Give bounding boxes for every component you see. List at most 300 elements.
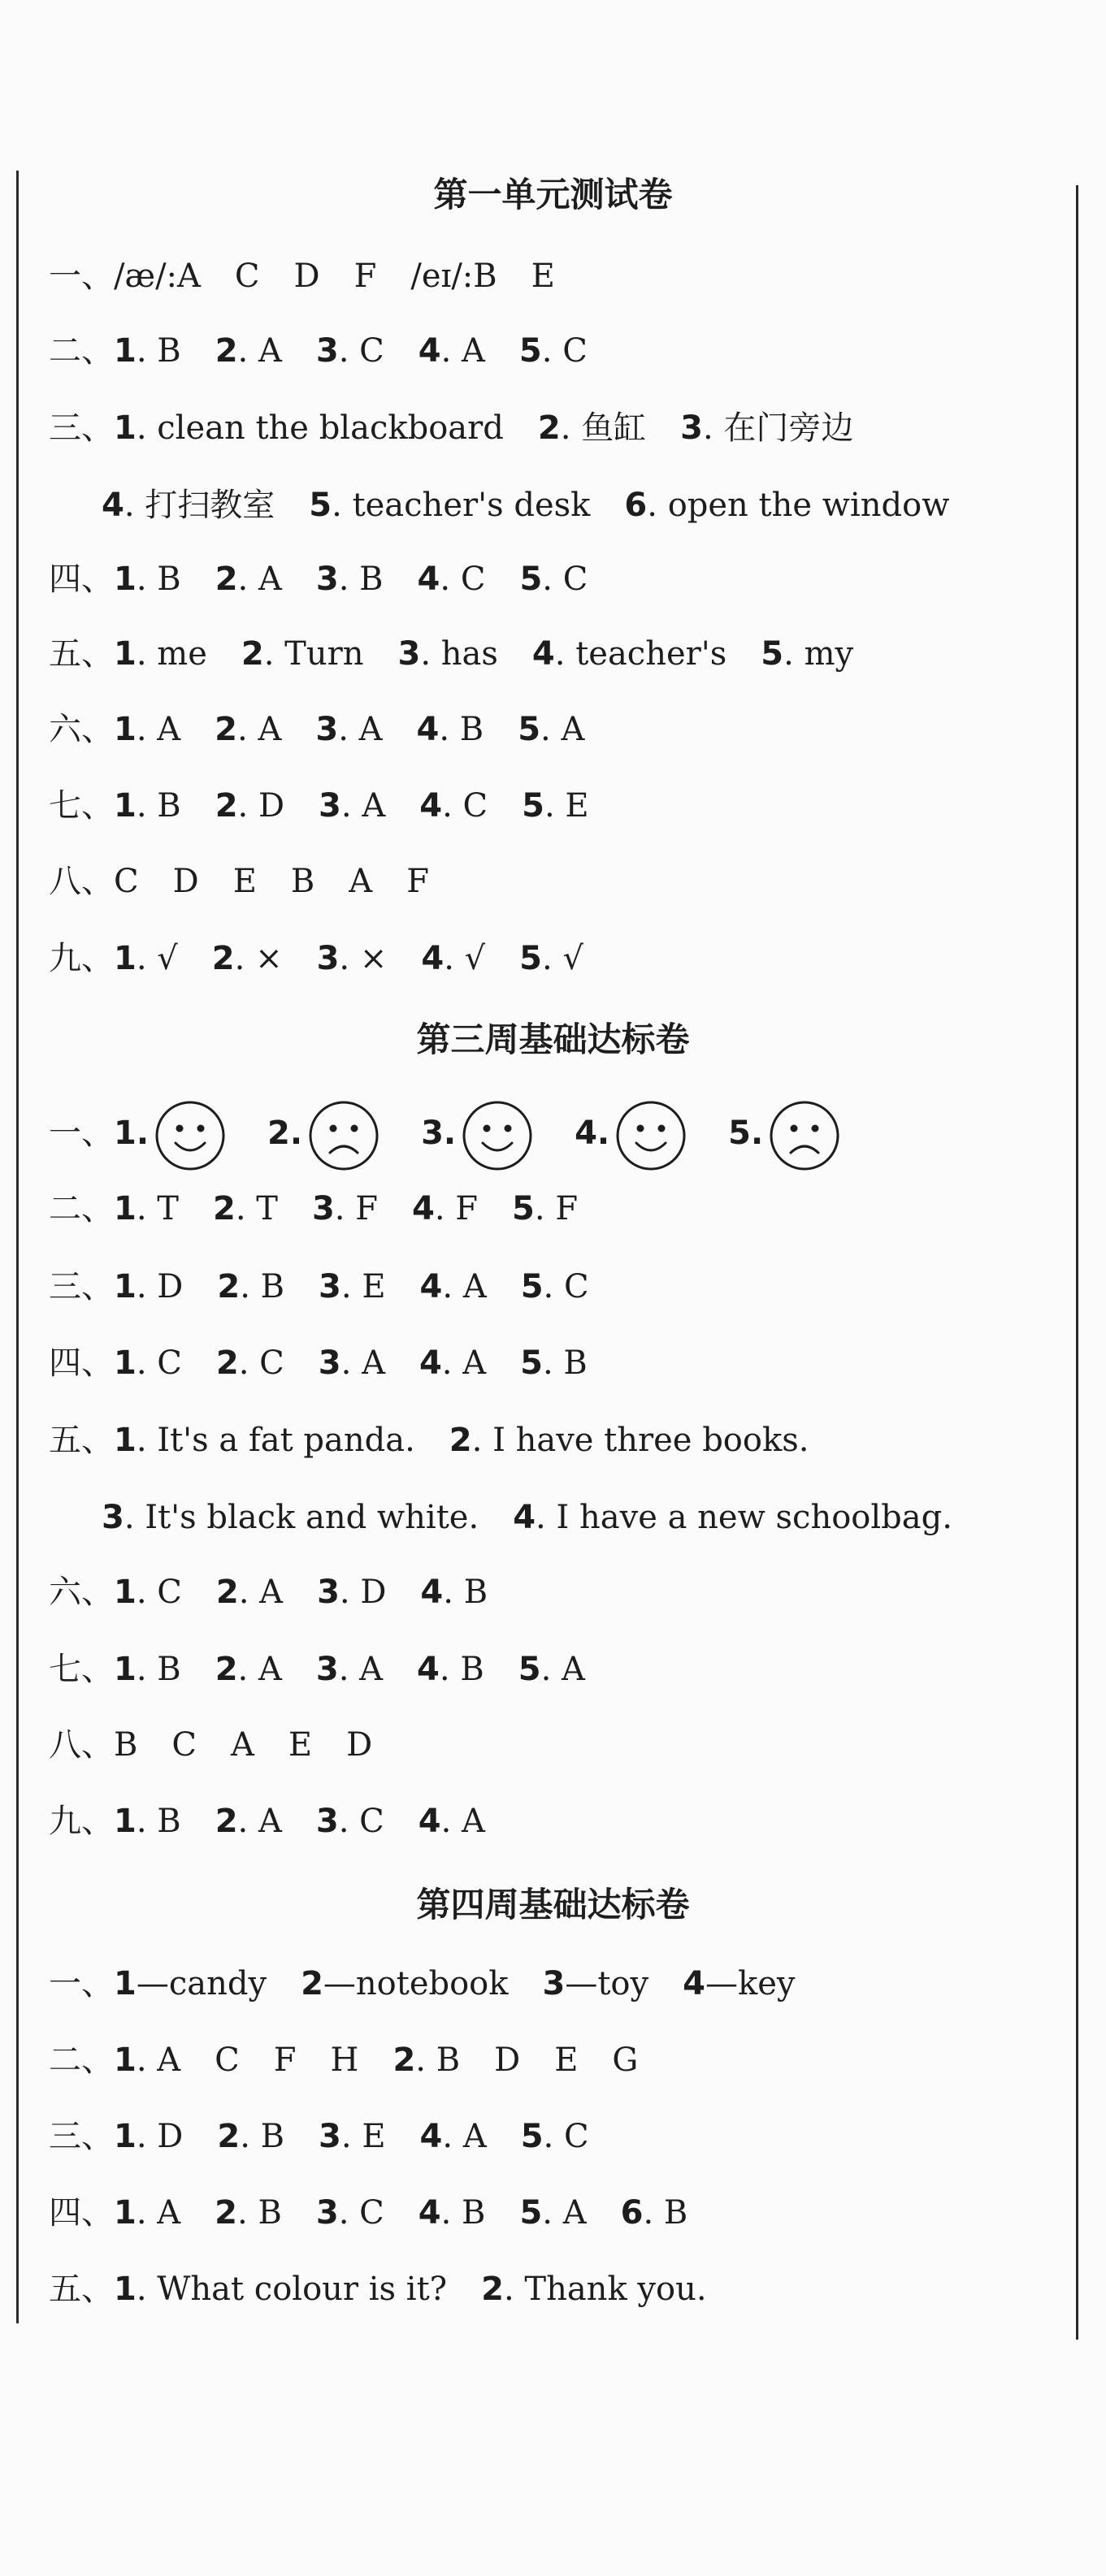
item-number: 5 bbox=[761, 635, 784, 673]
question-label: 四、 bbox=[49, 1344, 114, 1382]
answer-text: —candy bbox=[136, 1965, 267, 2002]
answer-text: E bbox=[288, 1726, 313, 1764]
answer-line bbox=[49, 1339, 588, 1388]
item-number: 4 bbox=[411, 1190, 435, 1227]
answer-text: C bbox=[460, 561, 486, 598]
item-number: 5 bbox=[519, 2194, 543, 2232]
smiley-face-icon bbox=[614, 1099, 687, 1172]
answer-item: 5. C bbox=[520, 1268, 589, 1305]
item-number: 4 bbox=[531, 635, 555, 673]
answer-item: 4. A bbox=[419, 1268, 487, 1305]
item-number: 1 bbox=[114, 409, 137, 447]
item-number: 2 bbox=[393, 2041, 416, 2079]
question-label: 二、 bbox=[49, 1190, 114, 1227]
answer-item bbox=[235, 252, 260, 301]
answer-text: C bbox=[359, 332, 384, 370]
answer-item: 1. What colour is it? bbox=[114, 2271, 448, 2308]
answer-text: √ bbox=[464, 940, 486, 977]
answer-text: E bbox=[554, 2041, 579, 2079]
answer-item: 5. √ bbox=[519, 940, 583, 977]
answer-item: 4. B bbox=[417, 1651, 484, 1688]
answer-item: 3. F bbox=[311, 1190, 378, 1227]
item-number: 4 bbox=[418, 1803, 441, 1840]
item-number: 5 bbox=[520, 1268, 544, 1305]
answer-line bbox=[49, 2112, 589, 2161]
answer-text: A bbox=[462, 332, 485, 370]
answer-text: B bbox=[157, 561, 181, 598]
answer-text: C bbox=[359, 1803, 384, 1840]
item-number: 5 bbox=[519, 561, 543, 598]
answer-item: 1. A bbox=[114, 2194, 181, 2232]
answer-text: C bbox=[157, 1344, 182, 1382]
answer-item bbox=[554, 2036, 578, 2085]
item-number: 1 bbox=[114, 2118, 137, 2155]
answer-text: C bbox=[171, 1726, 197, 1764]
question-label: 八、 bbox=[49, 863, 114, 900]
answer-text: D bbox=[157, 2118, 184, 2155]
answer-item: 1. T bbox=[114, 1190, 179, 1227]
answer-text: B bbox=[157, 1651, 181, 1688]
answer-line bbox=[49, 2036, 638, 2085]
item-number: 5 bbox=[512, 1190, 535, 1227]
answer-item bbox=[173, 857, 199, 906]
answer-item bbox=[301, 1959, 508, 2008]
question-label: 二、 bbox=[49, 332, 114, 370]
item-number: 1. bbox=[114, 1115, 150, 1152]
answer-text: A bbox=[157, 2041, 181, 2079]
answer-item: 3. E bbox=[319, 1268, 386, 1305]
answer-item bbox=[114, 252, 201, 301]
item-number: 3 bbox=[315, 711, 339, 748]
item-number: 4 bbox=[419, 1344, 442, 1382]
answer-line bbox=[49, 1797, 485, 1846]
answer-item: 5. my bbox=[761, 635, 854, 673]
answer-item: 3. 在门旁边 bbox=[680, 409, 854, 447]
sad-face-icon bbox=[768, 1099, 841, 1172]
item-number: 5 bbox=[522, 787, 544, 825]
section-title: 第四周基础达标卷 bbox=[416, 1885, 690, 1924]
answer-item bbox=[274, 2036, 297, 2085]
answer-text: C bbox=[234, 258, 260, 295]
item-number: 1 bbox=[114, 1651, 137, 1688]
answer-text: D bbox=[157, 1268, 184, 1305]
answer-item bbox=[612, 2036, 638, 2085]
item-number: 4 bbox=[417, 1651, 440, 1688]
answer-text: A bbox=[359, 1651, 384, 1688]
answer-item: 3. C bbox=[315, 332, 384, 370]
answer-item: 4. C bbox=[417, 561, 486, 598]
answer-item: 5. A bbox=[519, 2194, 587, 2232]
answer-item bbox=[291, 857, 314, 906]
answer-item: 5. teacher's desk bbox=[309, 487, 591, 524]
answer-item: 3. E bbox=[319, 2118, 386, 2155]
item-number: 1 bbox=[114, 1190, 137, 1227]
answer-text: E bbox=[531, 258, 555, 295]
answer-item bbox=[346, 1721, 372, 1769]
question-label: 一、 bbox=[49, 1115, 114, 1152]
question-label: 九、 bbox=[49, 1803, 114, 1840]
answer-text: Turn bbox=[284, 635, 364, 673]
item-number: 2 bbox=[481, 2271, 504, 2308]
item-number: 1 bbox=[114, 1965, 137, 2002]
answer-text: B bbox=[459, 711, 484, 748]
answer-text: D bbox=[494, 2041, 521, 2079]
answer-item: 4. I have a new schoolbag. bbox=[513, 1499, 952, 1536]
item-number: 5 bbox=[518, 711, 541, 748]
answer-item: 3. It's black and white. bbox=[102, 1499, 479, 1536]
answer-item: 4. B bbox=[416, 711, 484, 748]
answer-text: B bbox=[290, 863, 315, 900]
answer-text: /æ/:A bbox=[114, 258, 201, 295]
smiley-face-icon bbox=[461, 1099, 534, 1172]
answer-text: × bbox=[255, 940, 283, 977]
item-number: 5 bbox=[309, 487, 332, 524]
item-number: 3 bbox=[680, 409, 703, 447]
item-number: 1 bbox=[114, 711, 137, 748]
answer-text: /eɪ/:B bbox=[410, 258, 497, 295]
answer-text: B bbox=[663, 2194, 688, 2232]
answer-item: 4. A bbox=[418, 332, 485, 370]
answer-line bbox=[49, 1721, 372, 1769]
question-label: 四、 bbox=[49, 561, 114, 598]
answer-text: D bbox=[172, 863, 199, 900]
answer-line bbox=[49, 857, 429, 906]
item-number: 3 bbox=[317, 1574, 340, 1611]
answer-text: E bbox=[565, 787, 589, 825]
answer-text: A bbox=[562, 1651, 585, 1688]
item-number: 4 bbox=[416, 711, 440, 748]
item-number: 2 bbox=[215, 711, 238, 748]
answer-text: C bbox=[215, 2041, 240, 2079]
answer-text: B bbox=[436, 2041, 461, 2079]
question-label: 三、 bbox=[49, 2118, 114, 2155]
answer-text: A bbox=[231, 1726, 254, 1764]
item-number: 2 bbox=[449, 1422, 472, 1459]
item-number: 3 bbox=[315, 332, 339, 370]
answer-item: 5. A bbox=[518, 711, 585, 748]
answer-text: Thank you. bbox=[524, 2271, 707, 2308]
answer-text: A bbox=[258, 1651, 282, 1688]
answer-item: 6. B bbox=[620, 2194, 688, 2232]
question-label: 七、 bbox=[49, 1651, 114, 1688]
answer-item: 1. √ bbox=[114, 940, 178, 977]
answer-item: 2. A bbox=[215, 1803, 282, 1840]
answer-text: D bbox=[258, 787, 285, 825]
answer-text: A bbox=[258, 332, 282, 370]
answer-text: C bbox=[114, 863, 139, 900]
item-number: 2 bbox=[537, 409, 561, 447]
item-number: 2 bbox=[211, 940, 235, 977]
answer-item: 4. A bbox=[418, 1803, 485, 1840]
answer-text: clean the blackboard bbox=[157, 409, 504, 447]
item-number: 3 bbox=[315, 1651, 339, 1688]
item-number: 2 bbox=[212, 1190, 236, 1227]
answer-item: 2. B bbox=[393, 2041, 461, 2079]
section-title: 第一单元测试卷 bbox=[433, 175, 673, 214]
answer-item bbox=[114, 1959, 267, 2008]
answer-text: B bbox=[462, 2194, 486, 2232]
answer-text: 在门旁边 bbox=[723, 409, 854, 447]
answer-item: 1. me bbox=[114, 635, 207, 673]
answer-text: × bbox=[359, 940, 388, 977]
section-title: 第三周基础达标卷 bbox=[416, 1020, 690, 1059]
item-number: 4 bbox=[419, 787, 443, 825]
item-number: 1 bbox=[114, 787, 137, 825]
answer-item: 5. C bbox=[519, 561, 588, 598]
item-number: 1 bbox=[114, 1344, 137, 1382]
answer-item: 3. × bbox=[316, 940, 388, 977]
answer-item bbox=[215, 2036, 240, 2085]
answer-item bbox=[354, 252, 377, 301]
answer-item: 1. A bbox=[114, 2041, 181, 2079]
answer-item: 5. C bbox=[520, 2118, 589, 2155]
answer-text: C bbox=[157, 1574, 182, 1611]
item-number: 2 bbox=[215, 1803, 238, 1840]
answer-item: 3. B bbox=[315, 561, 384, 598]
item-number: 3 bbox=[542, 1965, 566, 2002]
answer-text: E bbox=[232, 863, 257, 900]
answer-item: 3. C bbox=[315, 1803, 384, 1840]
item-number: 5 bbox=[518, 332, 542, 370]
answer-item: 4. teacher's bbox=[531, 635, 727, 673]
answer-item: 1. B bbox=[114, 1651, 181, 1688]
item-number: 3 bbox=[311, 1190, 335, 1227]
answer-line bbox=[49, 1416, 809, 1465]
item-number: 2 bbox=[241, 635, 264, 673]
answer-text: D bbox=[293, 258, 320, 295]
right-margin-rule bbox=[1076, 185, 1078, 2340]
answer-item: 1. B bbox=[114, 332, 181, 370]
answer-text: A bbox=[462, 1344, 487, 1382]
item-number: 1 bbox=[114, 1574, 137, 1611]
answer-item bbox=[531, 252, 555, 301]
answer-text: 打扫教室 bbox=[145, 487, 275, 524]
answer-text: A bbox=[462, 1268, 487, 1305]
answer-item bbox=[114, 857, 139, 906]
answer-item: 4. A bbox=[419, 2118, 487, 2155]
answer-item: 4. A bbox=[419, 1344, 487, 1382]
item-number: 2. bbox=[267, 1115, 303, 1152]
question-label: 三、 bbox=[49, 1268, 114, 1305]
question-label: 一、 bbox=[49, 258, 114, 295]
answer-line bbox=[49, 1262, 589, 1311]
answer-text: F bbox=[355, 1190, 378, 1227]
answer-text: —notebook bbox=[323, 1965, 509, 2002]
answer-text: B bbox=[157, 1803, 181, 1840]
item-number: 4 bbox=[417, 561, 440, 598]
item-number: 3 bbox=[319, 1268, 341, 1305]
item-number: 3 bbox=[319, 787, 341, 825]
answer-text: E bbox=[362, 2118, 386, 2155]
answer-text: C bbox=[359, 2194, 384, 2232]
item-number: 1 bbox=[114, 940, 137, 977]
question-label: 五、 bbox=[49, 2271, 114, 2308]
answer-text: C bbox=[563, 1268, 589, 1305]
item-number: 2 bbox=[215, 1574, 239, 1611]
answer-item: 2. B bbox=[215, 2194, 282, 2232]
answer-item: 3. A bbox=[318, 1344, 385, 1382]
item-number: 2 bbox=[215, 332, 238, 370]
answer-text: F bbox=[555, 1190, 579, 1227]
item-number: 4 bbox=[683, 1965, 705, 2002]
answer-text: A bbox=[157, 2194, 181, 2232]
answer-text: I have three books. bbox=[492, 1422, 809, 1459]
answer-item: 3. C bbox=[315, 2194, 384, 2232]
item-number: 5 bbox=[519, 940, 542, 977]
answer-item bbox=[288, 1721, 312, 1769]
answer-line bbox=[49, 2265, 707, 2314]
answer-item: 6. open the window bbox=[624, 487, 950, 524]
item-number: 3 bbox=[318, 1344, 341, 1382]
item-number: 2 bbox=[217, 2118, 241, 2155]
answer-item bbox=[683, 1959, 795, 2008]
answer-text: has bbox=[440, 635, 498, 673]
answer-text: teacher's desk bbox=[352, 487, 591, 524]
answer-text: B bbox=[260, 2118, 285, 2155]
answer-text: T bbox=[157, 1190, 179, 1227]
answer-item: 2. D bbox=[215, 787, 285, 825]
item-number: 3 bbox=[315, 2194, 339, 2232]
answer-text: √ bbox=[562, 940, 583, 977]
item-number: 2 bbox=[215, 1344, 239, 1382]
answer-item: 2. Thank you. bbox=[481, 2271, 707, 2308]
answer-text: E bbox=[362, 1268, 386, 1305]
question-label: 五、 bbox=[49, 635, 114, 673]
item-number: 1 bbox=[114, 2041, 137, 2079]
answer-text: B bbox=[463, 1574, 488, 1611]
item-number: 4 bbox=[513, 1499, 536, 1536]
answer-item: 1. A bbox=[114, 711, 181, 748]
item-number: 1 bbox=[114, 332, 137, 370]
answer-text: A bbox=[157, 711, 181, 748]
answer-item: 4. C bbox=[419, 787, 488, 825]
answer-item: 3. A bbox=[319, 787, 386, 825]
answer-text: C bbox=[462, 787, 488, 825]
answer-item bbox=[349, 857, 372, 906]
answer-item: 1. C bbox=[114, 1574, 182, 1611]
answer-text: A bbox=[258, 561, 282, 598]
answer-line bbox=[49, 1184, 578, 1233]
answer-text: C bbox=[562, 332, 588, 370]
answer-item: 2. A bbox=[215, 561, 282, 598]
item-number: 2 bbox=[215, 2194, 238, 2232]
answer-text: A bbox=[562, 2194, 587, 2232]
answer-text: A bbox=[462, 2118, 487, 2155]
answer-text: A bbox=[561, 711, 585, 748]
item-number: 3 bbox=[397, 635, 421, 673]
answer-text: A bbox=[349, 863, 373, 900]
answer-item bbox=[114, 1721, 137, 1769]
item-number: 1 bbox=[114, 561, 137, 598]
answer-text: A bbox=[259, 1574, 284, 1611]
item-number: 2 bbox=[301, 1965, 323, 2002]
answer-item: 5. B bbox=[520, 1344, 588, 1382]
item-number: 6 bbox=[624, 487, 648, 524]
answer-text: I have a new schoolbag. bbox=[556, 1499, 952, 1536]
answer-line bbox=[49, 630, 853, 678]
answer-item: 1. D bbox=[114, 2118, 184, 2155]
answer-text: F bbox=[353, 258, 377, 295]
answer-item: 2. B bbox=[217, 2118, 285, 2155]
answer-item: 2. B bbox=[217, 1268, 285, 1305]
left-margin-rule bbox=[16, 171, 19, 2323]
item-number: 3 bbox=[315, 561, 339, 598]
item-number: 4 bbox=[102, 487, 124, 524]
answer-item bbox=[171, 1721, 197, 1769]
answer-item bbox=[494, 2036, 520, 2085]
answer-item: 1. D bbox=[114, 1268, 184, 1305]
answer-line bbox=[49, 934, 583, 983]
answer-text: F bbox=[406, 863, 429, 900]
question-label: 七、 bbox=[49, 787, 114, 825]
answer-text: C bbox=[562, 561, 588, 598]
sad-face-icon bbox=[307, 1099, 380, 1172]
answer-item: 1. B bbox=[114, 1803, 181, 1840]
item-number: 1 bbox=[114, 1422, 137, 1459]
question-label: 三、 bbox=[49, 409, 114, 447]
answer-text: D bbox=[360, 1574, 387, 1611]
answer-text: A bbox=[362, 1344, 385, 1382]
item-number: 2 bbox=[215, 787, 238, 825]
answer-line-faces bbox=[49, 1093, 882, 1174]
answer-line bbox=[49, 252, 555, 301]
item-number: 6 bbox=[620, 2194, 644, 2232]
answer-line bbox=[102, 1493, 952, 1542]
answer-item: 2. A bbox=[215, 711, 282, 748]
answer-item: 4. 打扫教室 bbox=[102, 487, 275, 524]
answer-item bbox=[331, 2036, 359, 2085]
item-number: 4 bbox=[418, 332, 441, 370]
answer-text: F bbox=[273, 2041, 297, 2079]
answer-item bbox=[406, 857, 429, 906]
answer-item bbox=[233, 857, 257, 906]
answer-text: It's black and white. bbox=[145, 1499, 479, 1536]
answer-item: 2. × bbox=[211, 940, 283, 977]
answer-item: 5. F bbox=[512, 1190, 579, 1227]
item-number: 2 bbox=[217, 1268, 241, 1305]
answer-item: 2. A bbox=[215, 1651, 282, 1688]
answer-item: 2. A bbox=[215, 1574, 284, 1611]
smiley-face-icon bbox=[154, 1099, 227, 1172]
item-number: 4 bbox=[421, 940, 445, 977]
answer-item: 3. A bbox=[315, 1651, 384, 1688]
item-number: 5. bbox=[728, 1115, 764, 1152]
answer-text: What colour is it? bbox=[157, 2271, 448, 2308]
answer-line bbox=[49, 781, 589, 830]
item-number: 4 bbox=[419, 2118, 443, 2155]
item-number: 2 bbox=[215, 561, 238, 598]
answer-item: 1. B bbox=[114, 787, 181, 825]
answer-item: 2. 鱼缸 bbox=[537, 409, 647, 447]
answer-item: 2. Turn bbox=[241, 635, 364, 673]
answer-text: B bbox=[157, 332, 181, 370]
answer-text: T bbox=[256, 1190, 278, 1227]
answer-text: B bbox=[359, 561, 384, 598]
item-number: 4 bbox=[418, 2194, 441, 2232]
answer-item bbox=[410, 252, 497, 301]
answer-text: A bbox=[258, 711, 282, 748]
answer-item bbox=[231, 1721, 254, 1769]
answer-line bbox=[49, 404, 853, 452]
question-label: 六、 bbox=[49, 711, 114, 748]
item-number: 4 bbox=[420, 1574, 444, 1611]
item-number: 1 bbox=[114, 1268, 137, 1305]
answer-item: 1. clean the blackboard bbox=[114, 409, 504, 447]
item-number: 1 bbox=[114, 635, 137, 673]
answer-text: A bbox=[258, 1803, 282, 1840]
answer-item: 4. F bbox=[411, 1190, 479, 1227]
answer-text: B bbox=[260, 1268, 285, 1305]
